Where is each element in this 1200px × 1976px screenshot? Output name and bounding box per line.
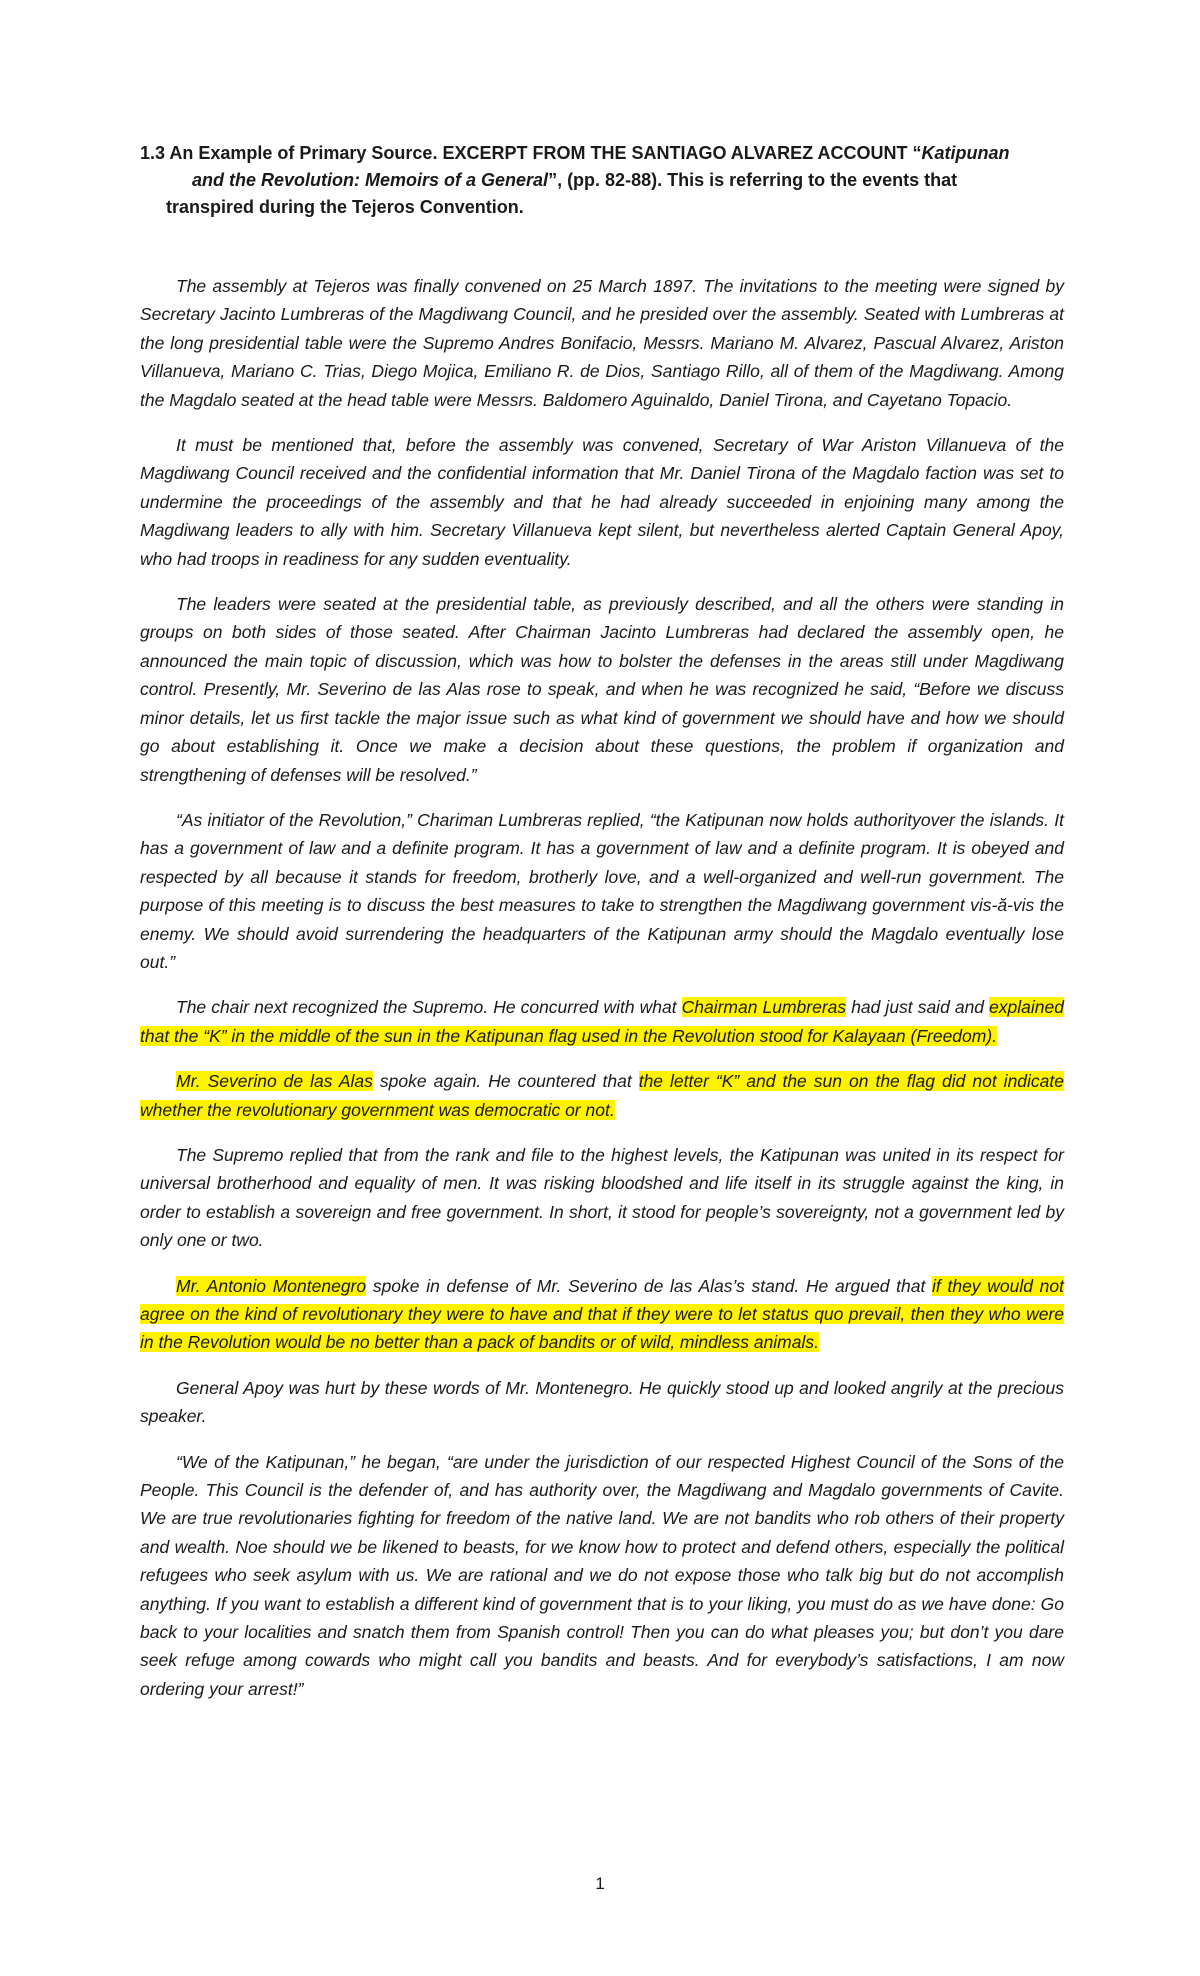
paragraph-2: It must be mentioned that, before the assembly was convened, Secretary of War Ariston Villanueva of the Magdiwang Council received and the confidential information that Mr. Daniel Tirona of the Magdalo faction was set to undermine the proceedings of the assembly and that he had already succeeded in enjoining many among the Magdiwang leaders to ally with him. Secretary Villanueva kept silent, but nevertheless alerted Captain General Apoy, who had troops in readiness for any sudden eventuality. xyxy=(140,435,1064,569)
highlight: Mr. Antonio Montenegro xyxy=(176,1275,367,1296)
paragraph-3: The leaders were seated at the presidential table, as previously described, and all the others were standing in groups on both sides of those seated. After Chairman Jacinto Lumbreras had declared the assembly open, he announced the main topic of discussion, which was how to bolster the defenses in the areas still under Magdiwang control. Presently, Mr. Severino de las Alas rose to speak, and when he was recognized he said, “Before we discuss minor details, let us first tackle the major issue such as what kind of government we should have and how we should go about establishing it. Once we make a decision about these questions, the problem if organization and strengthening of defenses will be resolved.” xyxy=(140,594,1064,785)
highlight: Mr. Severino de las Alas xyxy=(176,1071,373,1092)
page-number: 1 xyxy=(595,1874,605,1893)
paragraph-10: “We of the Katipunan,” he began, “are under the jurisdiction of our respected Highest Council of the Sons of the People. This Council is the defender of, and has authority over, the Magdiwang and Magdalo governments of Cavite. We are true revolutionaries fighting for freedom of the native land. We are not bandits who rob others of their property and wealth. Noe should we be likened to beasts, for we know how to protect and defend others, especially the political refugees who seek asylum with us. We are rational and we do not expose those who talk big but do not accomplish anything. If you want to establish a different kind of government that is to your liking, you must do as we have done: Go back to your localities and snatch them from Spanish control! Then you can do what pleases you; but don’t you dare seek refuge among cowards who might call you bandits and beasts. And for everybody’s satisfactions, I am now ordering your arrest!” xyxy=(140,1451,1064,1699)
paragraph-6: Mr. Severino de las Alas spoke again. He countered that the letter “K” and the sun on the flag did not indicate whether the revolutionary government was democratic or not. xyxy=(140,1071,1064,1120)
paragraph-1: The assembly at Tejeros was finally convened on 25 March 1897. The invitations to the meeting were signed by Secretary Jacinto Lumbreras of the Magdiwang Council, and he presided over the assembly. Seated with Lumbreras at the long presidential table were the Supremo Andres Bonifacio, Messrs. Mariano M. Alvarez, Pascual Alvarez, Ariston Villanueva, Mariano C. Trias, Diego Mojica, Emiliano R. de Dios, Santiago Rillo, all of them of the Magdiwang. Among the Magdalo seated at the head table were Messrs. Baldomero Aguinaldo, Daniel Tirona, and Cayetano Topacio. xyxy=(140,276,1064,410)
heading-line-1: 1.3 An Example of Primary Source. EXCERPT FROM THE SANTIAGO ALVAREZ ACCOUNT “Katipunan xyxy=(140,143,1010,163)
highlight: the letter “K” and the sun on the flag did not indicate whether the revolutionary government was democratic or not. xyxy=(140,1071,1064,1120)
paragraph-8: Mr. Antonio Montenegro spoke in defense of Mr. Severino de las Alas’s stand. He argued that if they would not agree on the kind of revolutionary they were to have and that if they were to let status quo prevail, then they who were in the Revolution would be no better than a pack of bandits or of wild, mindless animals. xyxy=(140,1275,1065,1353)
paragraph-5: The chair next recognized the Supremo. He concurred with what Chairman Lumbreras had just said and explained that the “K” in the middle of the sun in the Katipunan flag used in the Revolution stood for Kalayaan (Freedom). xyxy=(140,997,1064,1046)
highlight: explained that the “K” in the middle of the sun in the Katipunan flag used in the Revolution stood for Kalayaan (Freedom). xyxy=(140,997,1064,1046)
highlight: if they would not agree on the kind of revolutionary they were to have and that if they were to let status quo prevail, then they who were in the Revolution would be no better than a pack of bandits or of wild, mindless animals. xyxy=(140,1275,1065,1353)
paragraph-4: “As initiator of the Revolution,” Chariman Lumbreras replied, “the Katipunan now holds authorityover the islands. It has a government of law and a definite program. It has a government of law and a definite program. It is obeyed and respected by all because it stands for freedom, brotherly love, and a well-organized and well-run government. The purpose of this meeting is to discuss the best measures to take to strengthen the Magdiwang government vis-ă-vis the enemy. We should avoid surrendering the headquarters of the Katipunan army should the Magdalo eventually lose out.” xyxy=(140,809,1064,972)
section-heading xyxy=(140,140,1064,221)
paragraph-7: The Supremo replied that from the rank and file to the highest levels, the Katipunan was united in its respect for universal brotherhood and equality of men. It was risking bloodshed and life itself in its struggle against the king, in order to establish a sovereign and free government. In short, it stood for people’s sovereignty, not a government led by only one or two. xyxy=(140,1144,1064,1251)
heading-line-3: transpired during the Tejeros Convention. xyxy=(166,197,524,217)
heading-line-2: and the Revolution: Memoirs of a General”, (pp. 82-88). This is referring to the events that xyxy=(192,170,958,190)
excerpt-body xyxy=(140,272,1064,1720)
highlight: Chairman Lumbreras xyxy=(681,997,847,1018)
paragraph-9: General Apoy was hurt by these words of Mr. Montenegro. He quickly stood up and looked angrily at the precious speaker. xyxy=(140,1377,1064,1427)
